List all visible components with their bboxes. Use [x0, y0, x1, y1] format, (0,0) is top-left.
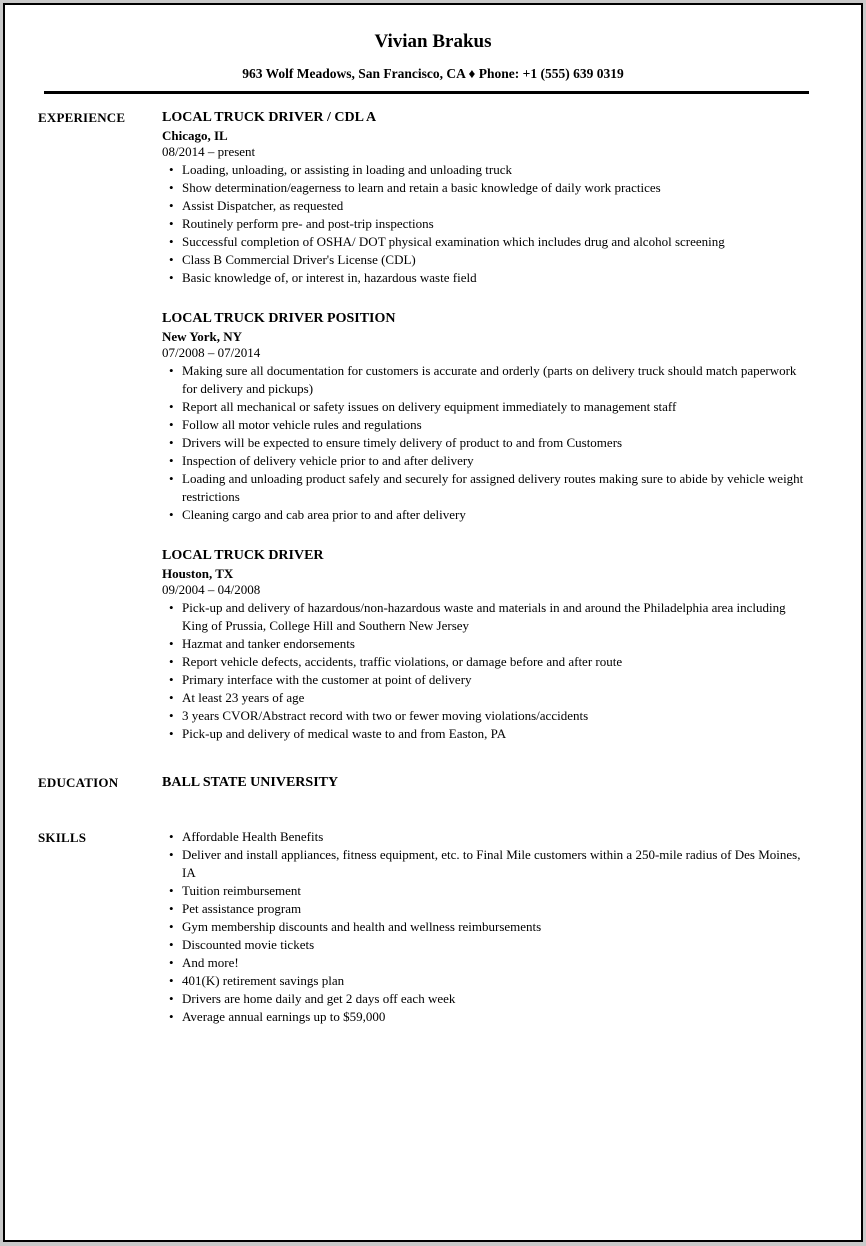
- bullet-list: [162, 599, 810, 743]
- job-location: New York, NY: [162, 329, 243, 344]
- bullet-item: • 401(K) retirement savings plan: [182, 972, 810, 990]
- bullet-item: • Average annual earnings up to $59,000: [182, 1008, 810, 1026]
- skills-section-label: SKILLS: [38, 830, 87, 845]
- job-dates: 08/2014 – present: [162, 144, 256, 159]
- bullet-item: • Report all mechanical or safety issues on delivery equipment immediately to management staff: [182, 398, 810, 416]
- bullet-item: • Basic knowledge of, or interest in, hazardous waste field: [182, 269, 810, 287]
- job-entry-2: [162, 309, 810, 524]
- job-entry-1: [162, 108, 810, 287]
- bullet-item: • Gym membership discounts and health and wellness reimbursements: [182, 918, 810, 936]
- resume-page: [3, 3, 863, 1242]
- bullet-item: • Deliver and install appliances, fitness equipment, etc. to Final Mile customers within a 250-mile radius of Des Moines, IA: [182, 846, 810, 882]
- resume-header: [5, 5, 861, 94]
- experience-section-label: EXPERIENCE: [38, 110, 126, 125]
- bullet-item: • Primary interface with the customer at point of delivery: [182, 671, 810, 689]
- bullet-item: • Loading, unloading, or assisting in loading and unloading truck: [182, 161, 810, 179]
- bullet-item: • At least 23 years of age: [182, 689, 810, 707]
- bullet-item: • Pick-up and delivery of medical waste to and from Easton, PA: [182, 725, 810, 743]
- bullet-item: • Hazmat and tanker endorsements: [182, 635, 810, 653]
- job-location: Chicago, IL: [162, 128, 228, 143]
- job-location: Houston, TX: [162, 566, 234, 581]
- bullet-item: • And more!: [182, 954, 810, 972]
- resume-body: [5, 108, 861, 1026]
- bullet-item: • Pick-up and delivery of hazardous/non-hazardous waste and materials in and around the Philadelphia area including King of Prussia, College Hill and Southern New Jersey: [182, 599, 810, 635]
- bullet-list: [162, 362, 810, 524]
- bullet-item: • Class B Commercial Driver's License (CDL): [182, 251, 810, 269]
- bullet-item: • Successful completion of OSHA/ DOT physical examination which includes drug and alcohol screening: [182, 233, 810, 251]
- job-entry-3: [162, 546, 810, 743]
- experience-section-content: [162, 108, 810, 743]
- job-title: LOCAL TRUCK DRIVER: [162, 548, 324, 563]
- header-rule: [44, 91, 809, 94]
- job-dates: 07/2008 – 07/2014: [162, 345, 261, 360]
- bullet-item: • Loading and unloading product safely and securely for assigned delivery routes making sure to abide by vehicle weight restrictions: [182, 470, 810, 506]
- section-experience: [38, 108, 810, 743]
- bullet-item: • 3 years CVOR/Abstract record with two or fewer moving violations/accidents: [182, 707, 810, 725]
- bullet-item: • Making sure all documentation for customers is accurate and orderly (parts on delivery truck should match paperwork for delivery and pickups): [182, 362, 810, 398]
- section-skills: [38, 828, 810, 1026]
- skills-section-content: [162, 828, 810, 1026]
- skills-bullet-list: [162, 828, 810, 1026]
- bullet-item: • Drivers will be expected to ensure timely delivery of product to and from Customers: [182, 434, 810, 452]
- bullet-item: • Tuition reimbursement: [182, 882, 810, 900]
- job-title: LOCAL TRUCK DRIVER POSITION: [162, 311, 396, 326]
- contact-line: 963 Wolf Meadows, San Francisco, CA ♦ Phone: +1 (555) 639 0319: [242, 66, 624, 81]
- bullet-item: • Pet assistance program: [182, 900, 810, 918]
- bullet-item: • Drivers are home daily and get 2 days off each week: [182, 990, 810, 1008]
- bullet-item: • Follow all motor vehicle rules and regulations: [182, 416, 810, 434]
- section-education: [38, 773, 810, 792]
- bullet-item: • Cleaning cargo and cab area prior to and after delivery: [182, 506, 810, 524]
- bullet-item: • Inspection of delivery vehicle prior to and after delivery: [182, 452, 810, 470]
- school-name: BALL STATE UNIVERSITY: [162, 775, 339, 790]
- education-section-label: EDUCATION: [38, 775, 119, 790]
- bullet-list: [162, 161, 810, 287]
- bullet-item: • Affordable Health Benefits: [182, 828, 810, 846]
- bullet-item: • Discounted movie tickets: [182, 936, 810, 954]
- job-title: LOCAL TRUCK DRIVER / CDL A: [162, 110, 377, 125]
- bullet-item: • Report vehicle defects, accidents, traffic violations, or damage before and after route: [182, 653, 810, 671]
- bullet-item: • Assist Dispatcher, as requested: [182, 197, 810, 215]
- bullet-item: • Show determination/eagerness to learn and retain a basic knowledge of daily work practices: [182, 179, 810, 197]
- candidate-name: Vivian Brakus: [374, 31, 492, 52]
- bullet-item: • Routinely perform pre- and post-trip inspections: [182, 215, 810, 233]
- job-dates: 09/2004 – 04/2008: [162, 582, 261, 597]
- education-section-content: [162, 773, 810, 792]
